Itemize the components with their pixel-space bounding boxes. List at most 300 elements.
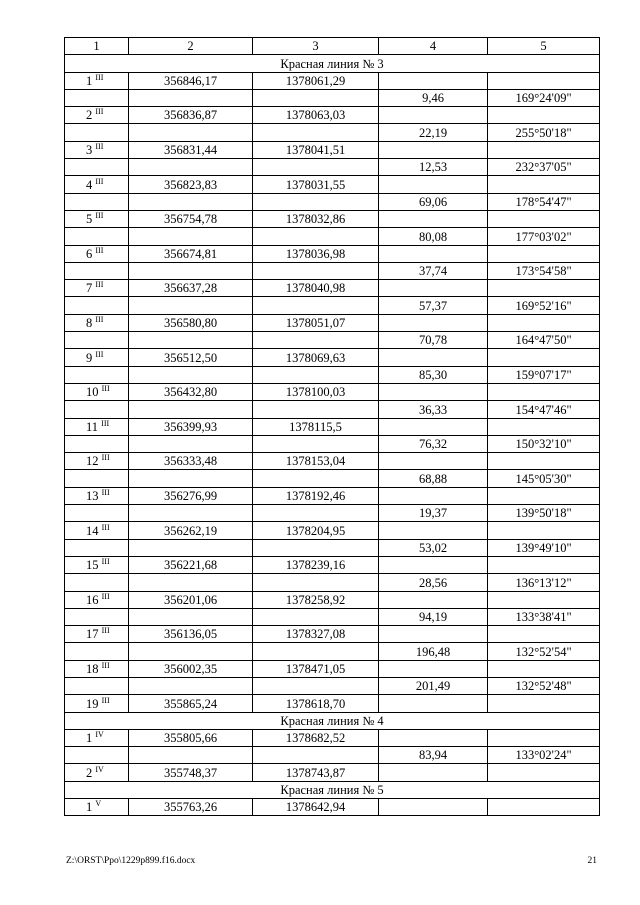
- segment-length: 68,88: [379, 470, 488, 487]
- x-coordinate: 356136,05: [129, 626, 253, 643]
- empty-cell: [379, 349, 488, 366]
- point-line-index: III: [95, 176, 104, 186]
- point-line-index: III: [95, 211, 104, 221]
- segment-length: 37,74: [379, 262, 488, 279]
- x-coordinate: 355763,26: [129, 799, 253, 816]
- point-line-index: III: [95, 107, 104, 117]
- empty-cell: [488, 626, 600, 643]
- y-coordinate: 1378032,86: [253, 210, 379, 227]
- empty-cell: [65, 747, 129, 764]
- y-coordinate: 1378041,51: [253, 141, 379, 158]
- x-coordinate: 356637,28: [129, 280, 253, 297]
- empty-cell: [129, 747, 253, 764]
- point-number-cell: [65, 210, 129, 227]
- point-number-cell: [65, 453, 129, 470]
- column-header-5: 5: [488, 38, 600, 55]
- empty-cell: [65, 401, 129, 418]
- empty-cell: [65, 505, 129, 522]
- empty-cell: [129, 505, 253, 522]
- empty-cell: [379, 626, 488, 643]
- empty-cell: [129, 643, 253, 660]
- footer-page-number: 21: [587, 856, 597, 866]
- segment-row: [65, 366, 600, 383]
- segment-row: [65, 332, 600, 349]
- empty-cell: [253, 677, 379, 694]
- point-row: [65, 453, 600, 470]
- y-coordinate: 1378051,07: [253, 314, 379, 331]
- x-coordinate: 356399,93: [129, 418, 253, 435]
- empty-cell: [65, 643, 129, 660]
- segment-length: 57,37: [379, 297, 488, 314]
- point-number-cell: [65, 729, 129, 746]
- empty-cell: [488, 383, 600, 400]
- x-coordinate: 356333,48: [129, 453, 253, 470]
- point-row: [65, 245, 600, 262]
- x-coordinate: 356262,19: [129, 522, 253, 539]
- point-number: 12: [86, 454, 99, 469]
- empty-cell: [379, 556, 488, 573]
- direction-angle: 169°24'09": [488, 89, 600, 106]
- empty-cell: [488, 660, 600, 677]
- empty-cell: [65, 574, 129, 591]
- segment-row: [65, 262, 600, 279]
- segment-length: 196,48: [379, 643, 488, 660]
- segment-length: 53,02: [379, 539, 488, 556]
- point-number-cell: [65, 695, 129, 712]
- column-header-2: 2: [129, 38, 253, 55]
- point-line-index: III: [101, 488, 110, 498]
- segment-row: [65, 677, 600, 694]
- point-number: 14: [86, 523, 99, 538]
- point-line-index: III: [101, 557, 110, 567]
- x-coordinate: 356674,81: [129, 245, 253, 262]
- point-number-cell: [65, 245, 129, 262]
- empty-cell: [253, 193, 379, 210]
- empty-cell: [65, 332, 129, 349]
- point-row: [65, 418, 600, 435]
- segment-length: 80,08: [379, 228, 488, 245]
- point-row: [65, 660, 600, 677]
- direction-angle: 159°07'17": [488, 366, 600, 383]
- empty-cell: [129, 401, 253, 418]
- empty-cell: [379, 522, 488, 539]
- direction-angle: 132°52'48": [488, 677, 600, 694]
- direction-angle: 136°13'12": [488, 574, 600, 591]
- segment-length: 36,33: [379, 401, 488, 418]
- empty-cell: [65, 262, 129, 279]
- segment-length: 12,53: [379, 159, 488, 176]
- point-row: [65, 487, 600, 504]
- x-coordinate: 356276,99: [129, 487, 253, 504]
- direction-angle: 232°37'05": [488, 159, 600, 176]
- point-number: 17: [86, 627, 99, 642]
- point-number: 8: [86, 316, 93, 331]
- empty-cell: [379, 453, 488, 470]
- empty-cell: [379, 210, 488, 227]
- point-number: 16: [86, 592, 99, 607]
- empty-cell: [129, 159, 253, 176]
- point-row: [65, 799, 600, 816]
- empty-cell: [379, 245, 488, 262]
- y-coordinate: 1378204,95: [253, 522, 379, 539]
- point-number-cell: [65, 141, 129, 158]
- empty-cell: [253, 366, 379, 383]
- point-line-index: III: [101, 522, 110, 532]
- point-number-cell: [65, 176, 129, 193]
- y-coordinate: 1378192,46: [253, 487, 379, 504]
- point-number: 2: [86, 108, 93, 123]
- point-row: [65, 591, 600, 608]
- point-number-cell: [65, 626, 129, 643]
- empty-cell: [488, 799, 600, 816]
- point-row: [65, 522, 600, 539]
- empty-cell: [488, 176, 600, 193]
- empty-cell: [65, 124, 129, 141]
- empty-cell: [253, 470, 379, 487]
- direction-angle: 154°47'46": [488, 401, 600, 418]
- point-number: 9: [86, 350, 93, 365]
- point-row: [65, 314, 600, 331]
- empty-cell: [379, 141, 488, 158]
- empty-cell: [379, 383, 488, 400]
- point-line-index: III: [95, 315, 104, 325]
- segment-row: [65, 159, 600, 176]
- direction-angle: 164°47'50": [488, 332, 600, 349]
- point-line-index: IV: [95, 764, 104, 774]
- point-line-index: III: [95, 142, 104, 152]
- y-coordinate: 1378061,29: [253, 72, 379, 89]
- empty-cell: [379, 660, 488, 677]
- empty-cell: [488, 418, 600, 435]
- point-row: [65, 280, 600, 297]
- empty-cell: [129, 677, 253, 694]
- empty-cell: [379, 314, 488, 331]
- point-row: [65, 626, 600, 643]
- segment-row: [65, 193, 600, 210]
- point-line-index: IV: [95, 730, 104, 740]
- x-coordinate: 355865,24: [129, 695, 253, 712]
- section-title-row: [65, 55, 600, 72]
- empty-cell: [488, 453, 600, 470]
- point-row: [65, 695, 600, 712]
- point-number: 1: [86, 800, 93, 815]
- segment-row: [65, 401, 600, 418]
- direction-angle: 139°49'10": [488, 539, 600, 556]
- empty-cell: [253, 574, 379, 591]
- segment-length: 22,19: [379, 124, 488, 141]
- point-number: 15: [86, 558, 99, 573]
- x-coordinate: 355805,66: [129, 729, 253, 746]
- empty-cell: [253, 124, 379, 141]
- point-number-cell: [65, 383, 129, 400]
- segment-length: 9,46: [379, 89, 488, 106]
- point-line-index: V: [95, 799, 102, 809]
- direction-angle: 133°02'24": [488, 747, 600, 764]
- direction-angle: 255°50'18": [488, 124, 600, 141]
- point-line-index: III: [101, 384, 110, 394]
- empty-cell: [129, 228, 253, 245]
- direction-angle: 169°52'16": [488, 297, 600, 314]
- direction-angle: 177°03'02": [488, 228, 600, 245]
- y-coordinate: 1378327,08: [253, 626, 379, 643]
- segment-length: 85,30: [379, 366, 488, 383]
- segment-row: [65, 89, 600, 106]
- y-coordinate: 1378239,16: [253, 556, 379, 573]
- y-coordinate: 1378063,03: [253, 107, 379, 124]
- point-number: 1: [86, 73, 93, 88]
- empty-cell: [488, 141, 600, 158]
- empty-cell: [488, 556, 600, 573]
- segment-row: [65, 124, 600, 141]
- empty-cell: [488, 314, 600, 331]
- empty-cell: [129, 89, 253, 106]
- segment-row: [65, 297, 600, 314]
- point-number: 19: [86, 696, 99, 711]
- header-row: [65, 38, 600, 55]
- segment-length: 94,19: [379, 608, 488, 625]
- segment-length: 201,49: [379, 677, 488, 694]
- segment-row: [65, 574, 600, 591]
- empty-cell: [65, 539, 129, 556]
- point-line-index: III: [101, 695, 110, 705]
- y-coordinate: 1378036,98: [253, 245, 379, 262]
- column-header-1: 1: [65, 38, 129, 55]
- point-number: 18: [86, 661, 99, 676]
- segment-row: [65, 228, 600, 245]
- point-row: [65, 176, 600, 193]
- empty-cell: [129, 262, 253, 279]
- empty-cell: [379, 799, 488, 816]
- x-coordinate: 356831,44: [129, 141, 253, 158]
- segment-row: [65, 747, 600, 764]
- empty-cell: [253, 608, 379, 625]
- point-number: 3: [86, 143, 93, 158]
- x-coordinate: 356754,78: [129, 210, 253, 227]
- x-coordinate: 356201,06: [129, 591, 253, 608]
- empty-cell: [253, 747, 379, 764]
- empty-cell: [488, 210, 600, 227]
- empty-cell: [488, 591, 600, 608]
- direction-angle: 145°05'30": [488, 470, 600, 487]
- empty-cell: [129, 539, 253, 556]
- section-title-row: [65, 712, 600, 729]
- empty-cell: [488, 522, 600, 539]
- segment-row: [65, 435, 600, 452]
- point-number: 4: [86, 177, 93, 192]
- point-row: [65, 764, 600, 781]
- segment-length: 76,32: [379, 435, 488, 452]
- empty-cell: [253, 297, 379, 314]
- section-title: Красная линия № 5: [65, 781, 600, 798]
- empty-cell: [129, 435, 253, 452]
- empty-cell: [253, 228, 379, 245]
- empty-cell: [65, 435, 129, 452]
- y-coordinate: 1378153,04: [253, 453, 379, 470]
- column-header-3: 3: [253, 38, 379, 55]
- point-number-cell: [65, 314, 129, 331]
- direction-angle: 178°54'47": [488, 193, 600, 210]
- section-title: Красная линия № 3: [65, 55, 600, 72]
- column-header-4: 4: [379, 38, 488, 55]
- x-coordinate: 356512,50: [129, 349, 253, 366]
- empty-cell: [379, 72, 488, 89]
- empty-cell: [488, 245, 600, 262]
- point-number: 13: [86, 489, 99, 504]
- segment-row: [65, 643, 600, 660]
- empty-cell: [379, 764, 488, 781]
- empty-cell: [65, 677, 129, 694]
- empty-cell: [379, 695, 488, 712]
- point-number: 2: [86, 765, 93, 780]
- empty-cell: [129, 608, 253, 625]
- empty-cell: [379, 280, 488, 297]
- empty-cell: [65, 159, 129, 176]
- point-number-cell: [65, 522, 129, 539]
- direction-angle: 150°32'10": [488, 435, 600, 452]
- empty-cell: [488, 280, 600, 297]
- x-coordinate: 355748,37: [129, 764, 253, 781]
- segment-row: [65, 505, 600, 522]
- y-coordinate: 1378642,94: [253, 799, 379, 816]
- direction-angle: 132°52'54": [488, 643, 600, 660]
- empty-cell: [253, 332, 379, 349]
- empty-cell: [488, 487, 600, 504]
- y-coordinate: 1378031,55: [253, 176, 379, 193]
- empty-cell: [65, 193, 129, 210]
- empty-cell: [379, 729, 488, 746]
- y-coordinate: 1378682,52: [253, 729, 379, 746]
- point-number-cell: [65, 349, 129, 366]
- empty-cell: [379, 176, 488, 193]
- empty-cell: [253, 505, 379, 522]
- point-number-cell: [65, 107, 129, 124]
- point-row: [65, 556, 600, 573]
- footer-file-path: Z:\ORST\Ppo\1229p899.f16.docx: [66, 856, 196, 866]
- y-coordinate: 1378069,63: [253, 349, 379, 366]
- point-number-cell: [65, 660, 129, 677]
- point-number-cell: [65, 280, 129, 297]
- x-coordinate: 356432,80: [129, 383, 253, 400]
- empty-cell: [253, 643, 379, 660]
- direction-angle: 133°38'41": [488, 608, 600, 625]
- x-coordinate: 356846,17: [129, 72, 253, 89]
- empty-cell: [379, 107, 488, 124]
- empty-cell: [488, 764, 600, 781]
- empty-cell: [253, 401, 379, 418]
- point-number-cell: [65, 764, 129, 781]
- y-coordinate: 1378743,87: [253, 764, 379, 781]
- point-number: 1: [86, 731, 93, 746]
- empty-cell: [129, 366, 253, 383]
- y-coordinate: 1378100,03: [253, 383, 379, 400]
- empty-cell: [129, 332, 253, 349]
- point-number: 10: [86, 385, 99, 400]
- point-line-index: III: [101, 626, 110, 636]
- point-line-index: III: [95, 349, 104, 359]
- point-number: 5: [86, 212, 93, 227]
- point-line-index: III: [101, 418, 110, 428]
- coordinates-table: [64, 37, 600, 816]
- point-number: 11: [86, 419, 99, 434]
- point-number-cell: [65, 487, 129, 504]
- point-row: [65, 349, 600, 366]
- empty-cell: [253, 539, 379, 556]
- empty-cell: [379, 418, 488, 435]
- point-number-cell: [65, 799, 129, 816]
- point-line-index: III: [101, 660, 110, 670]
- x-coordinate: 356836,87: [129, 107, 253, 124]
- direction-angle: 173°54'58": [488, 262, 600, 279]
- empty-cell: [488, 107, 600, 124]
- point-line-index: III: [95, 280, 104, 290]
- direction-angle: 139°50'18": [488, 505, 600, 522]
- empty-cell: [488, 349, 600, 366]
- empty-cell: [65, 228, 129, 245]
- empty-cell: [488, 72, 600, 89]
- empty-cell: [253, 159, 379, 176]
- section-title-row: [65, 781, 600, 798]
- x-coordinate: 356002,35: [129, 660, 253, 677]
- point-row: [65, 141, 600, 158]
- empty-cell: [488, 729, 600, 746]
- empty-cell: [129, 124, 253, 141]
- segment-row: [65, 539, 600, 556]
- empty-cell: [129, 470, 253, 487]
- empty-cell: [65, 297, 129, 314]
- empty-cell: [379, 591, 488, 608]
- segment-length: 83,94: [379, 747, 488, 764]
- empty-cell: [253, 262, 379, 279]
- x-coordinate: 356823,83: [129, 176, 253, 193]
- point-number-cell: [65, 418, 129, 435]
- point-row: [65, 72, 600, 89]
- empty-cell: [129, 193, 253, 210]
- segment-length: 69,06: [379, 193, 488, 210]
- empty-cell: [65, 366, 129, 383]
- point-row: [65, 383, 600, 400]
- segment-row: [65, 470, 600, 487]
- point-number-cell: [65, 556, 129, 573]
- y-coordinate: 1378258,92: [253, 591, 379, 608]
- point-line-index: III: [95, 245, 104, 255]
- section-title: Красная линия № 4: [65, 712, 600, 729]
- point-number-cell: [65, 72, 129, 89]
- segment-row: [65, 608, 600, 625]
- segment-length: 70,78: [379, 332, 488, 349]
- x-coordinate: 356221,68: [129, 556, 253, 573]
- point-row: [65, 107, 600, 124]
- point-line-index: III: [101, 453, 110, 463]
- segment-length: 19,37: [379, 505, 488, 522]
- segment-length: 28,56: [379, 574, 488, 591]
- empty-cell: [65, 608, 129, 625]
- y-coordinate: 1378040,98: [253, 280, 379, 297]
- y-coordinate: 1378618,70: [253, 695, 379, 712]
- point-line-index: III: [95, 72, 104, 82]
- empty-cell: [65, 89, 129, 106]
- point-row: [65, 729, 600, 746]
- y-coordinate: 1378115,5: [253, 418, 379, 435]
- point-line-index: III: [101, 591, 110, 601]
- empty-cell: [129, 297, 253, 314]
- point-number: 7: [86, 281, 93, 296]
- empty-cell: [253, 435, 379, 452]
- point-number-cell: [65, 591, 129, 608]
- empty-cell: [65, 470, 129, 487]
- x-coordinate: 356580,80: [129, 314, 253, 331]
- empty-cell: [129, 574, 253, 591]
- point-number: 6: [86, 246, 93, 261]
